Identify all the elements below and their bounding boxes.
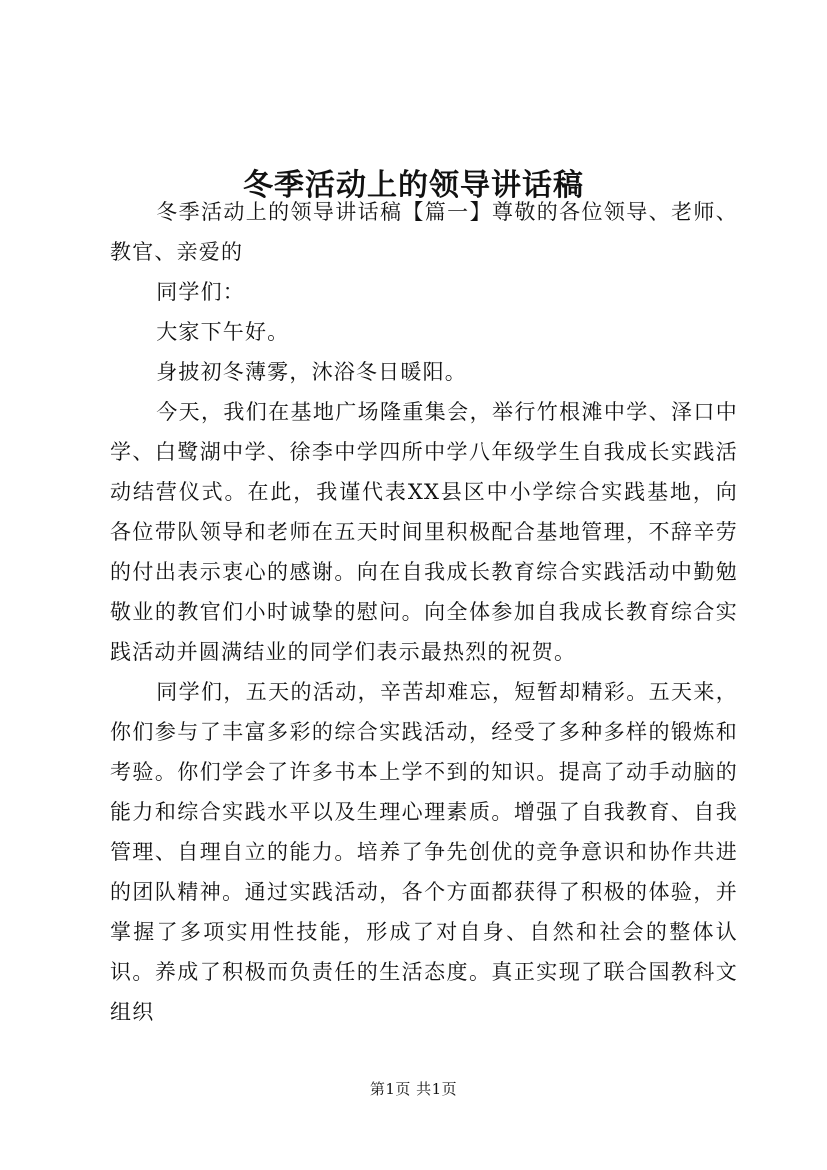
document-title: 冬季活动上的领导讲话稿 (243, 168, 584, 204)
paragraph: 同学们： (156, 280, 245, 304)
paragraph: 大家下午好。 (156, 320, 290, 344)
paragraph: 冬季活动上的领导讲话稿【篇一】尊敬的各位领导、老师、教官、亲爱的 (110, 200, 738, 264)
paragraph: 同学们，五天的活动，辛苦却难忘，短暂却精彩。五天来，你们参与了丰富多彩的综合实践活动，经受了多种多样的锻炼和考验。你们学会了许多书本上学不到的知识。提高了动手动脑的能力和综合实践水平以及生理心理素质。增强了自我教育、自我管理、自理自立的能力。培养了争先创优的竞争意识和协作共进的团队精神。通过实践活动，各个方面都获得了积极的体验，并掌握了多项实用性技能，形成了对自身、自然和社会的整体认识。养成了积极而负责任的生活态度。真正实现了联合国教科文组织 (110, 680, 738, 1024)
paragraph: 今天，我们在基地广场隆重集会，举行竹根滩中学、泽口中学、白鹭湖中学、徐李中学四所中学八年级学生自我成长实践活动结营仪式。在此，我谨代表XX县区中小学综合实践基地，向各位带队领导和老师在五天时间里积极配合基地管理，不辞辛劳的付出表示衷心的感谢。向在自我成长教育综合实践活动中勤勉敬业的教官们小时诚挚的慰问。向全体参加自我成长教育综合实践活动并圆满结业的同学们表示最热烈的祝贺。 (110, 400, 738, 664)
document-body (110, 192, 738, 1032)
page-footer: 第1页 共1页 (369, 1080, 458, 1098)
paragraph: 身披初冬薄雾，沐浴冬日暖阳。 (156, 360, 467, 384)
